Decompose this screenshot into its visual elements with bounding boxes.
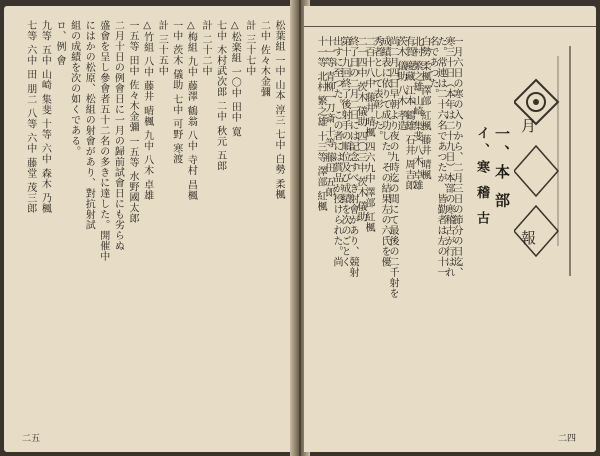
text-column: 第十九回終了後射手の順位及び成績を次のごとく bbox=[339, 36, 350, 267]
text-column: 二月十日の例會日に一月の歸前試會日にも劣らぬ bbox=[112, 20, 124, 251]
text-column: 終了日の二月二日には記念すべき射會があり、競射 bbox=[347, 36, 358, 278]
section-title: 一、本 部 bbox=[493, 126, 511, 212]
text-column: 七等 六中 田 朋二 八等 六中 藤堂 茂三郎 bbox=[24, 20, 36, 214]
text-column: 有賀 慶藏 江本 鶴雄 石井 周吉郎 bbox=[403, 36, 414, 191]
page-number-left: 二五 bbox=[22, 434, 41, 444]
text-column: 十一等 北村 繁之雄 十三等 澤部 紅楓 bbox=[315, 36, 326, 212]
text-column: 成績表に依りて成功した。その結果左の六氏を優 bbox=[379, 36, 390, 267]
text-column: 十一等 青柳一刀斎 十等 藤田 五郎 bbox=[323, 36, 334, 198]
text-column: 九等 五中 山崎 集斐 十等 六中 森木 乃楓 bbox=[39, 20, 51, 214]
text-column: 白勢 柔楓 澤部 紅楓 藤井 晴楓 bbox=[419, 36, 430, 181]
text-column: 寒三十日（本年は二十九日）本部の寒稽古が行はれ bbox=[443, 36, 454, 278]
text-column: 尚二月四日早朝より夜の九時迄の間にて最後の二千射を bbox=[387, 36, 398, 299]
text-column: た。常連は二十六名であつたが、皆勤者は左の十一 bbox=[435, 36, 446, 278]
left-page bbox=[4, 6, 296, 452]
text-column: 盛會を呈し參會者五十二名の多きに達した。開催中 bbox=[97, 20, 109, 262]
text-column: 計 二十二中 bbox=[200, 20, 211, 77]
text-column: 組の成績を次の如くである。 bbox=[68, 20, 80, 157]
text-column: 茨木 儀助 八木 孝造 bbox=[395, 36, 406, 132]
text-column: 秀者として表彰した。 bbox=[371, 36, 382, 141]
text-column: 一五等 田中 佐々木金彌 一五等 水野國太郎 bbox=[127, 20, 138, 224]
text-column: △竹組 八中 藤井 晴楓 九中 八木 卓雄 bbox=[141, 20, 153, 201]
text-column: 二百十八中 藤井 晴楓 四六九中 澤部 紅楓 bbox=[363, 36, 374, 233]
text-column: にはかの松原、松組の射會があり、對抗射試 bbox=[83, 20, 95, 230]
text-column: △梅組 九中 藤澤 鶴翁 八中 寺村 昌楓 bbox=[185, 20, 197, 201]
text-column: 一月六日の寒の入りから、二月三日の節分の日迄、 bbox=[451, 36, 462, 278]
text-column: 計 三十五中 bbox=[156, 20, 168, 77]
text-column: 北村 繁之雄 山崎 集斐 八木 卓雄 bbox=[411, 36, 422, 191]
text-column: 一中 茨木 儀助 七中 可野 寒渡 bbox=[170, 20, 182, 165]
text-column: 二一四中 茨木 儀助 四〇三中 茨木 儀助 bbox=[355, 36, 366, 223]
text-column: 二中 佐々木金彌 bbox=[258, 20, 270, 98]
page-number-right: 二四 bbox=[557, 434, 576, 444]
text-column: 出すに至つた。この者には賞品が授けられた。尚 bbox=[331, 36, 342, 267]
subsection-title: イ、寒 稽 古 bbox=[474, 126, 489, 229]
emblem-label: 月 報 bbox=[519, 118, 537, 291]
text-column: 七中 木村武次郎 二中 秋元 五郎 bbox=[214, 20, 226, 172]
text-column: ロ、例 會 bbox=[54, 20, 65, 66]
right-page bbox=[304, 6, 596, 452]
text-column: △松楽組 一〇中 田中 寛 bbox=[229, 20, 241, 138]
top-rule bbox=[304, 26, 596, 27]
text-column: 松葉組 一中 山本 淳三 七中 白勢 柔楓 bbox=[273, 20, 284, 200]
text-column: 計 三十七中 bbox=[243, 20, 255, 77]
text-column: 名であつた。 bbox=[427, 36, 438, 99]
